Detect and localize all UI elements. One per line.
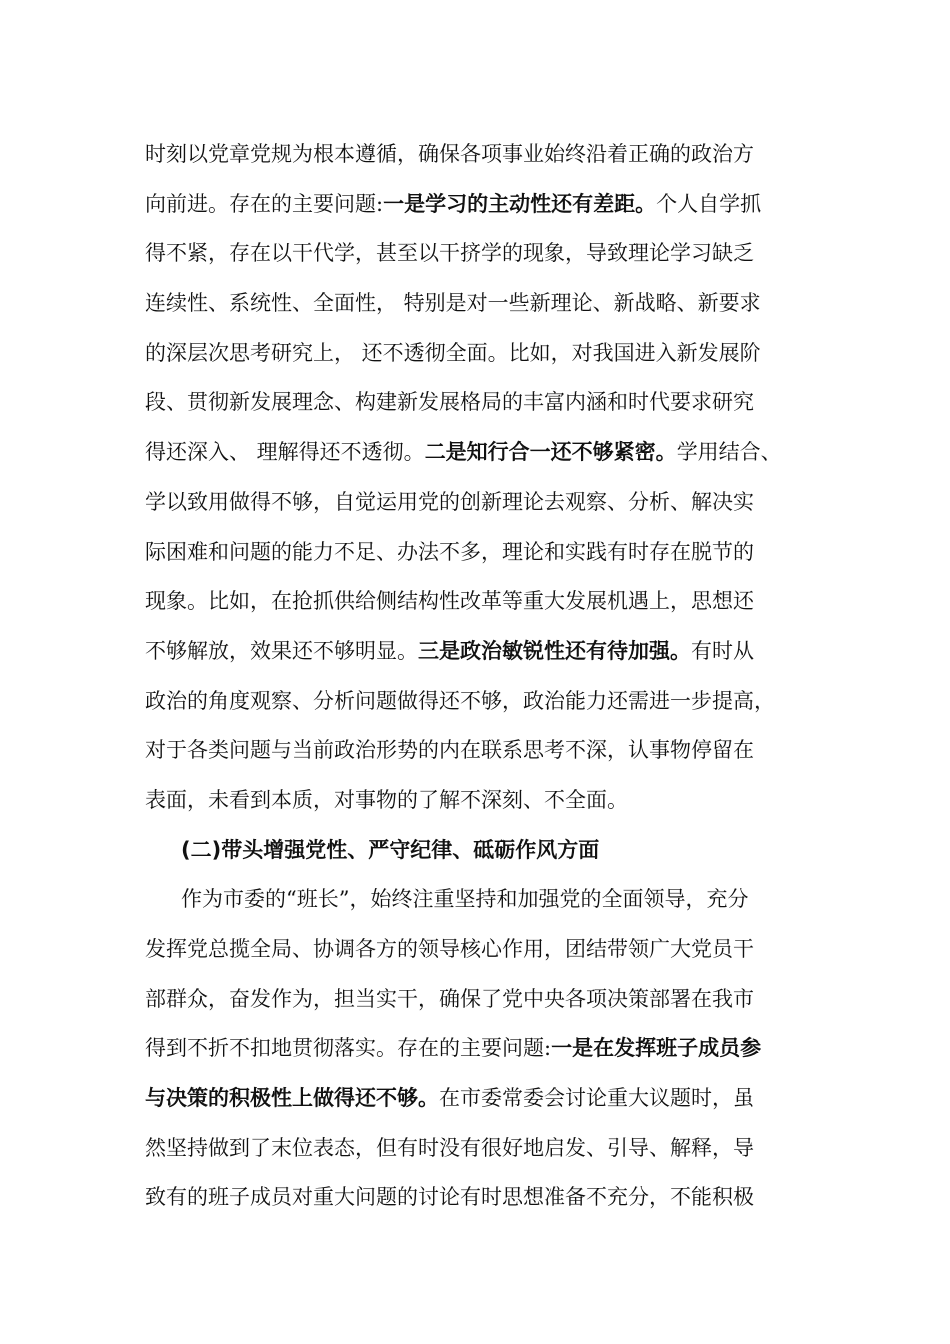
text-line (145, 875, 835, 925)
text-run: 现象。比如，在抢抓供给侧结构性改革等重大发展机遇上，思想还 (145, 589, 754, 614)
text-line (145, 677, 835, 727)
text-line (145, 627, 835, 677)
text-run: 有时从 (691, 638, 754, 663)
text-line (145, 577, 835, 627)
text-line (145, 975, 835, 1025)
bold-text-run: 与决策的积极性上做得还不够。 (145, 1086, 439, 1111)
text-line (145, 329, 835, 379)
document-body (145, 130, 835, 1223)
text-run: 时刻以党章党规为根本遵循，确保各项事业始终沿着正确的政治方 (145, 142, 754, 166)
text-line (145, 378, 835, 428)
text-run: 向前进。存在的主要问题: (145, 191, 384, 216)
text-run: 学用结合、 (676, 440, 782, 465)
text-run: 得还深入、 理解得还不透彻。 (145, 440, 425, 465)
text-line (145, 826, 835, 876)
text-run: 个人自学抓 (656, 191, 762, 216)
text-line (145, 428, 835, 478)
text-run: 学以致用做得不够，自觉运用党的创新理论去观察、分析、解决实 (145, 489, 754, 514)
text-run: 的深层次思考研究上， 还不透彻全面。比如，对我国进入新发展阶 (145, 340, 761, 365)
document-page (145, 130, 835, 1223)
text-line (145, 1024, 835, 1074)
text-run: 得不紧，存在以干代学，甚至以干挤学的现象，导致理论学习缺乏 (145, 241, 754, 266)
text-run: 在市委常委会讨论重大议题时，虽 (439, 1086, 754, 1111)
text-run: 部群众，奋发作为，担当实干，确保了党中央各项决策部署在我市 (145, 986, 754, 1011)
text-line (145, 726, 835, 776)
text-line (145, 925, 835, 975)
text-line (145, 478, 835, 528)
text-line (145, 776, 835, 826)
text-run: 表面，未看到本质，对事物的了解不深刻、不全面。 (145, 787, 628, 812)
text-run: 致有的班子成员对重大问题的讨论有时思想准备不充分，不能积极 (145, 1185, 754, 1210)
bold-text-run: 一是学习的主动性还有差距。 (383, 191, 657, 216)
bold-text-run: (二)带头增强党性、严守纪律、砥砺作风方面 (181, 837, 600, 862)
text-line (145, 279, 835, 329)
text-run: 然坚持做到了末位表态，但有时没有很好地启发、引导、解释，导 (145, 1135, 754, 1160)
text-line (145, 180, 835, 230)
text-line (145, 1074, 835, 1124)
text-line (145, 229, 835, 279)
text-run: 发挥党总揽全局、协调各方的领导核心作用，团结带领广大党员干 (145, 937, 754, 961)
text-line (145, 1124, 835, 1174)
text-run: 不够解放，效果还不够明显。 (145, 638, 418, 663)
text-run: 连续性、系统性、全面性， 特别是对一些新理论、新战略、新要求 (145, 291, 761, 316)
bold-text-run: 三是政治敏锐性还有待加强。 (418, 638, 691, 663)
text-run: 政治的角度观察、分析问题做得还不够，政治能力还需进一步提高， (145, 688, 775, 713)
text-run: 段、贯彻新发展理念、构建新发展格局的丰富内涵和时代要求研究 (145, 390, 754, 415)
text-line (145, 130, 835, 180)
bold-text-run: 二是知行合一还不够紧密。 (424, 440, 677, 465)
text-run: 际困难和问题的能力不足、办法不多，理论和实践有时存在脱节的 (145, 539, 754, 564)
text-run: 对于各类问题与当前政治形势的内在联系思考不深，认事物停留在 (145, 738, 754, 763)
text-run: 作为市委的“班长”，始终注重坚持和加强党的全面领导，充分 (181, 887, 749, 912)
text-line (145, 528, 835, 578)
text-line (145, 1173, 835, 1223)
bold-text-run: 一是在发挥班子成员参 (551, 1036, 762, 1061)
text-run: 得到不折不扣地贯彻落实。存在的主要问题: (145, 1036, 552, 1061)
